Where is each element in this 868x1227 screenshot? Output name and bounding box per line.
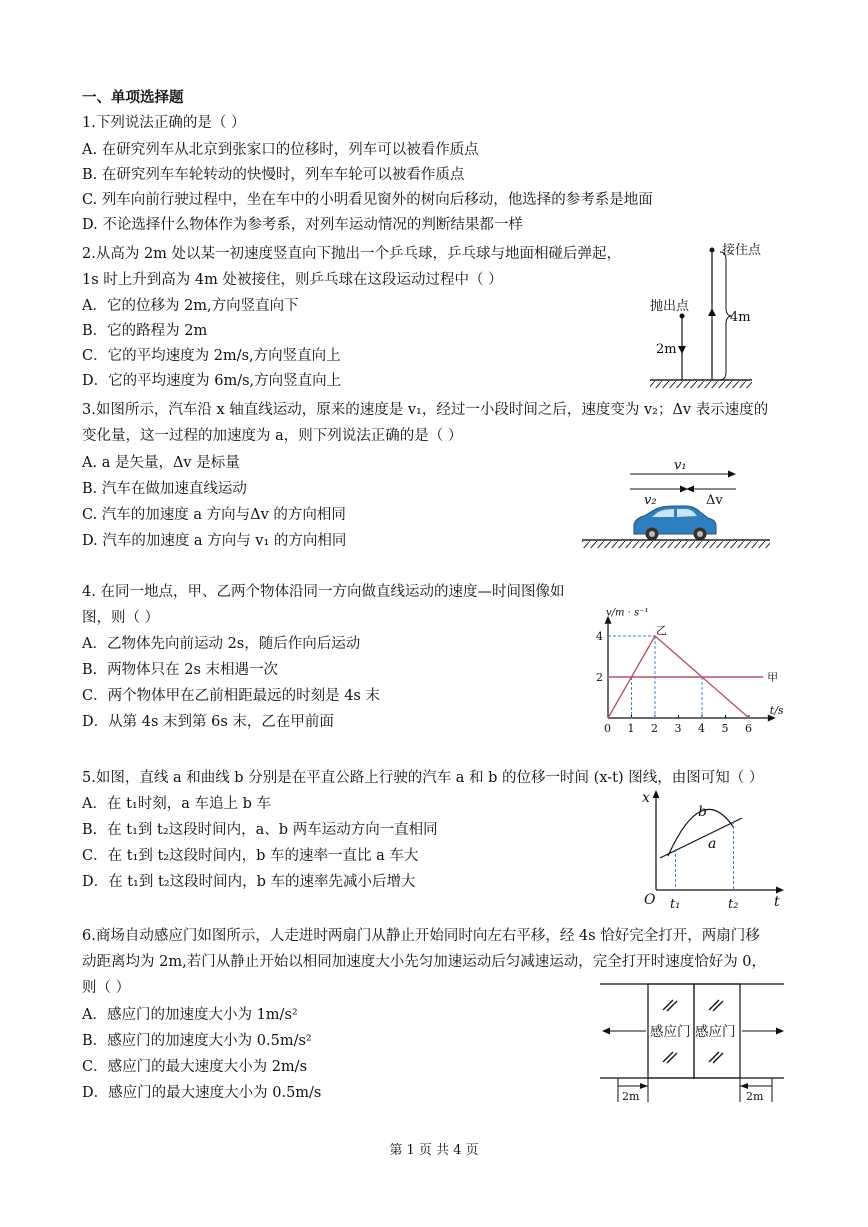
right-gap-label: 2m (746, 1090, 764, 1103)
height-2m-label: 2m (656, 342, 677, 357)
catch-point-label: 接住点 (722, 243, 762, 258)
t-axis-arrow-icon (776, 887, 784, 894)
question-6-stem-line-3: 则（ ） (82, 980, 131, 996)
section-title: 一、单项选择题 (82, 90, 184, 106)
question-4-stem-line-2: 图，则（ ） (82, 610, 160, 626)
line-a (660, 818, 742, 858)
origin-label: O (644, 892, 656, 908)
question-4-vt-chart (590, 596, 790, 740)
question-2-stem-line-1: 2.从高为 2m 处以某一初速度竖直向下抛出一个乒乓球，乒乓球与地面相碰后弹起， (82, 246, 622, 262)
question-2-figure (640, 238, 800, 388)
vt-y-axis-label: v/m · s⁻¹ (606, 607, 649, 619)
vt-y-tick-label: 2 (596, 671, 603, 684)
question-3-option-d: D. 汽车的加速度 a 方向与 v₁ 的方向相同 (82, 533, 347, 549)
x-axis-label: x (642, 790, 650, 806)
question-5-option-c: C．在 t₁到 t₂这段时间内，b 车的速率一直比 a 车大 (82, 848, 419, 864)
question-2-option-a: A．它的位移为 2m,方向竖直向下 (82, 298, 299, 314)
vt-x-tick-label: 5 (721, 722, 729, 735)
question-6-stem-line-1: 6.商场自动感应门如图所示，人走进时两扇门从静止开始同时向左右平移，经 4s 恰好完全打开，两扇门移 (82, 928, 760, 944)
t2-label: t₂ (728, 897, 739, 910)
t-axis-label: t (774, 894, 780, 910)
v1-label: v₁ (674, 458, 687, 473)
question-4-stem-line-1: 4. 在同一地点，甲、乙两个物体沿同一方向做直线运动的速度—时间图像如 (82, 584, 565, 600)
right-gap-arrow-icon (740, 1083, 748, 1089)
question-2-stem-line-2: 1s 时上升到高为 4m 处被接住，则乒乓球在这段运动过程中（ ） (82, 272, 503, 288)
left-door-label: 感应门 (650, 1024, 691, 1040)
v1-arrow-icon (728, 471, 736, 478)
question-5-stem: 5.如图，直线 a 和曲线 b 分别是在平直公路上行驶的汽车 a 和 b 的位移一时间 (x-t) 图线，由图可知（ ） (82, 770, 764, 786)
right-door-label: 感应门 (695, 1024, 736, 1040)
question-6-option-d: D．感应门的最大速度大小为 0.5m/s (82, 1085, 322, 1101)
car-icon (634, 506, 716, 541)
height-4m-label: 4m (730, 310, 751, 325)
question-4-option-d: D．从第 4s 末到第 6s 末，乙在甲前面 (82, 714, 334, 730)
up-arrow-icon (708, 308, 716, 316)
left-gap-label: 2m (622, 1090, 640, 1103)
vt-series-label-yi: 乙 (656, 624, 667, 637)
line-a-label: a (708, 836, 717, 852)
question-6-option-a: A．感应门的加速度大小为 1m/s² (82, 1007, 298, 1023)
question-1-stem: 1.下列说法正确的是（ ） (82, 115, 246, 131)
question-1-option-d: D. 不论选择什么物体作为参考系，对列车运动情况的判断结果都一样 (82, 217, 523, 233)
right-open-arrow-icon (776, 1028, 784, 1035)
question-6-option-b: B．感应门的加速度大小为 0.5m/s² (82, 1033, 312, 1049)
question-5-xt-figure (620, 786, 790, 910)
question-3-option-c: C. 汽车的加速度 a 方向与Δv 的方向相同 (82, 507, 346, 523)
vt-series-label-jia: 甲 (767, 671, 779, 684)
question-1-option-b: B. 在研究列车车轮转动的快慢时，列车车轮可以被看作质点 (82, 167, 465, 183)
question-1-option-c: C. 列车向前行驶过程中，坐在车中的小明看见窗外的树向后移动，他选择的参考系是地面 (82, 192, 653, 208)
v2-label: v₂ (644, 493, 657, 508)
vt-x-tick-label: 3 (674, 722, 682, 735)
question-4-option-a: A．乙物体先向前运动 2s，随后作向后运动 (82, 636, 361, 652)
question-3-stem-line-1: 3.如图所示，汽车沿 x 轴直线运动，原来的速度是 v₁，经过一小段时间之后，速度变为 v₂；Δv 表示速度的 (82, 402, 769, 418)
question-5-option-d: D．在 t₁到 t₂这段时间内，b 车的速率先减小后增大 (82, 874, 416, 890)
question-2-option-d: D．它的平均速度为 6m/s,方向竖直向上 (82, 373, 342, 389)
vt-x-tick-label: 2 (651, 722, 658, 735)
question-2-option-b: B．它的路程为 2m (82, 323, 208, 339)
down-arrow-icon (678, 346, 686, 354)
vt-x-tick-label: 6 (745, 722, 752, 735)
left-open-arrow-icon (602, 1028, 610, 1035)
delta-v-label: Δv (706, 493, 723, 508)
vt-x-tick-label: 1 (627, 722, 635, 735)
left-gap-arrow-icon (640, 1083, 648, 1089)
curve-b-label: b (698, 804, 707, 820)
question-4-option-c: C．两个物体甲在乙前相距最远的时刻是 4s 末 (82, 688, 380, 704)
question-3-option-b: B. 汽车在做加速直线运动 (82, 481, 247, 497)
question-2-option-c: C．它的平均速度为 2m/s,方向竖直向上 (82, 348, 341, 364)
vt-x-axis-label: t/s (769, 704, 784, 717)
vt-x-tick-label: 0 (604, 722, 611, 735)
question-3-stem-line-2: 变化量，这一过程的加速度为 a，则下列说法正确的是（ ） (82, 428, 463, 444)
throw-point-label: 抛出点 (650, 299, 690, 314)
ground-hatch (650, 381, 752, 388)
question-6-stem-line-2: 动距离均为 2m,若门从静止开始以相同加速度大小先匀加速运动后匀减速运动，完全打开时速度恰好为 0， (82, 954, 767, 970)
question-3-option-a: A. a 是矢量，Δv 是标量 (82, 455, 240, 471)
road-hatch (582, 541, 770, 548)
x-axis-arrow-icon (653, 790, 660, 798)
vt-y-tick-label: 4 (596, 630, 603, 643)
question-5-option-b: B．在 t₁到 t₂这段时间内，a、b 两车运动方向一直相同 (82, 822, 438, 838)
question-6-door-figure (596, 980, 788, 1104)
vt-x-tick-label: 4 (698, 722, 705, 735)
question-5-option-a: A．在 t₁时刻，a 车追上 b 车 (82, 796, 271, 812)
question-1-option-a: A. 在研究列车从北京到张家口的位移时，列车可以被看作质点 (82, 142, 479, 158)
question-4-option-b: B．两物体只在 2s 末相遇一次 (82, 662, 279, 678)
question-3-figure (582, 454, 772, 550)
delta-v-arrow-icon (686, 486, 694, 493)
page-footer: 第 1 页 共 4 页 (389, 1143, 479, 1158)
question-6-option-c: C．感应门的最大速度大小为 2m/s (82, 1059, 308, 1075)
t1-label: t₁ (670, 897, 681, 910)
